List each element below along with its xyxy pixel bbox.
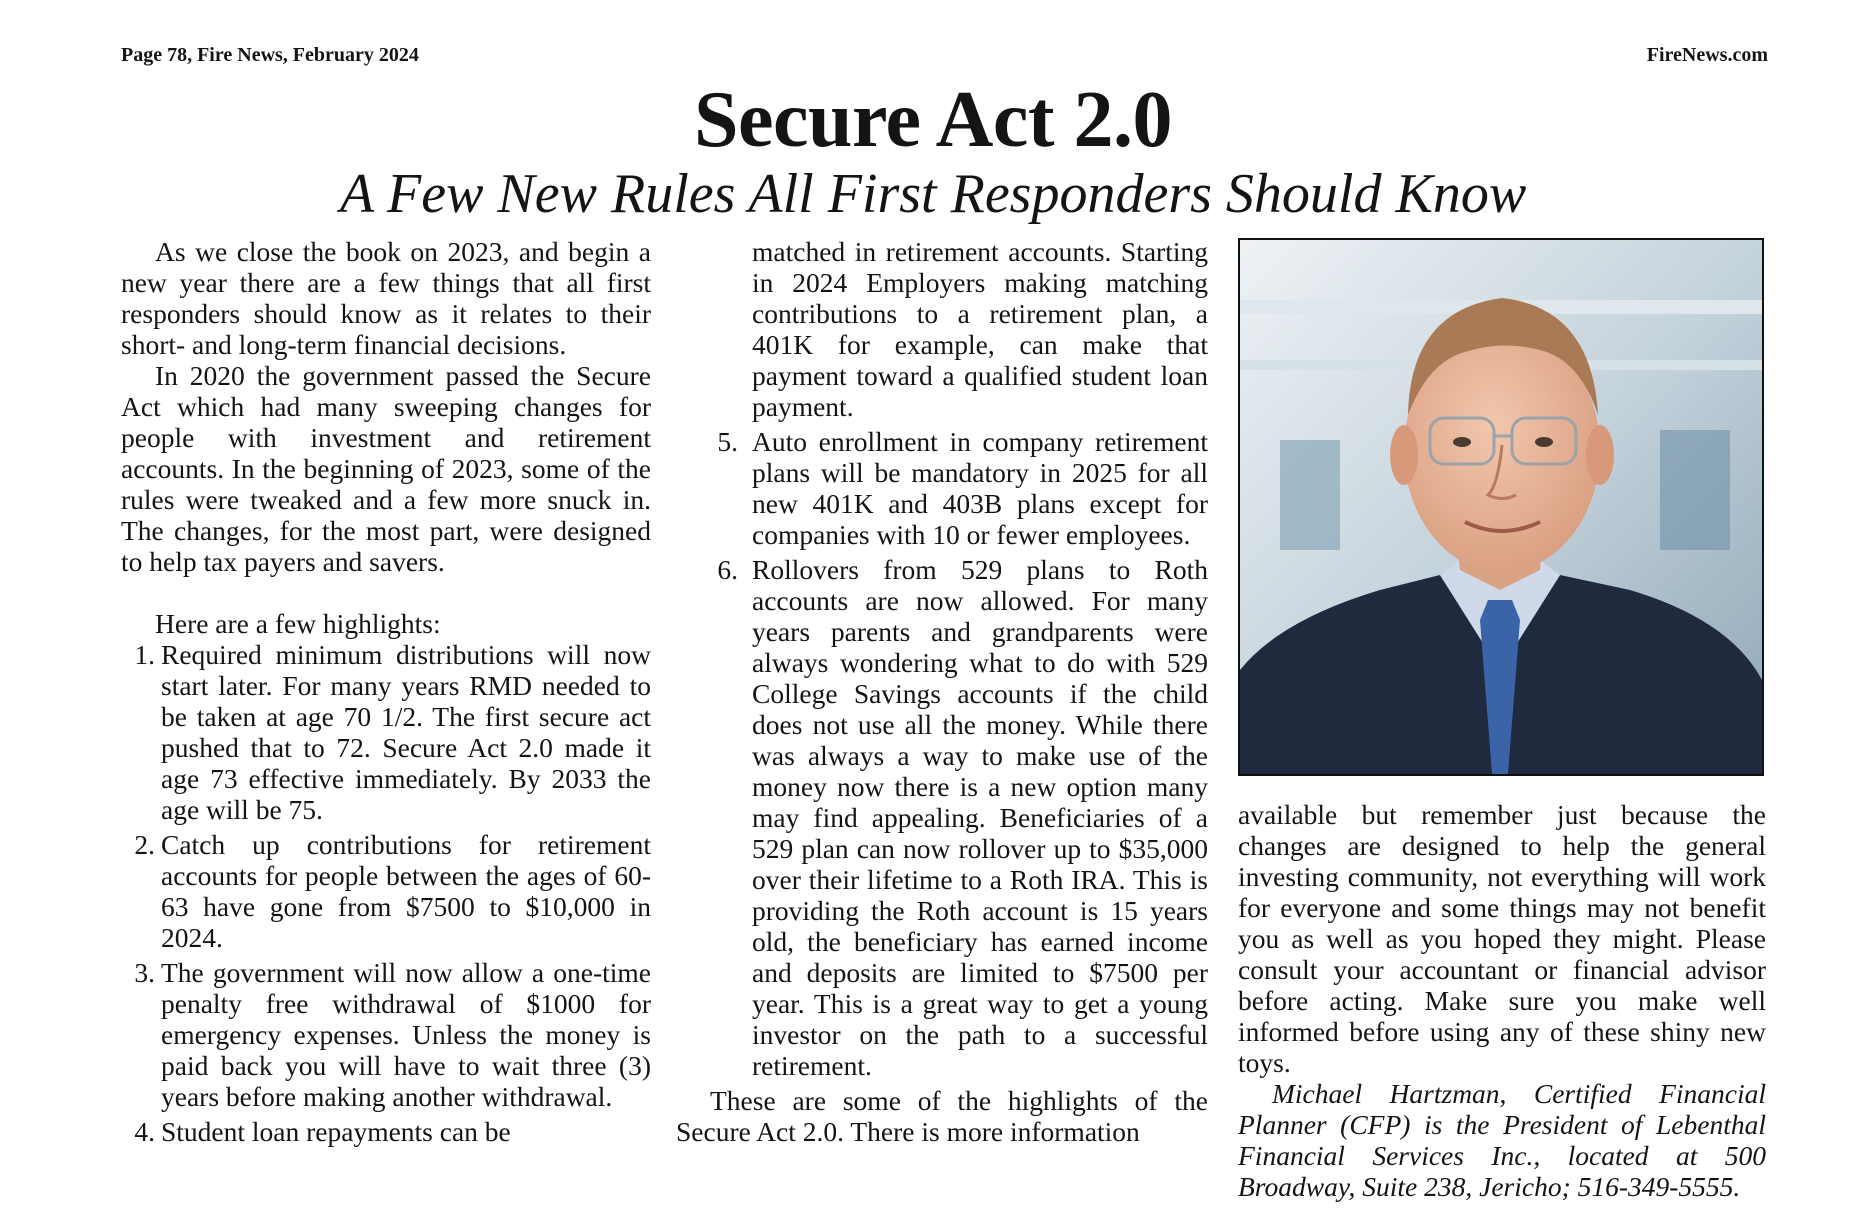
list-number: 4. [134, 1116, 155, 1147]
list-number: 5. [717, 426, 738, 457]
list-number: 2. [134, 829, 155, 860]
author-byline: Michael Hartzman, Certified Financial Planner (CFP) is the President of Lebenthal Financial Services Inc., located at 500 Broadway, Suite 238, Jericho; 516-349-5555. [1238, 1078, 1766, 1202]
intro-paragraph-2: In 2020 the government passed the Secure Act which had many sweeping changes for people with investment and retirement accounts. In the beginning of 2023, some of the rules were tweaked and a few more snuck in. The changes, for the most part, were designed to help tax payers and savers. [121, 360, 651, 577]
article-title: Secure Act 2.0 [693, 76, 1173, 164]
list-item-text: Auto enrollment in company retirement plans will be mandatory in 2025 for all new 401K and 403B plans except for companies with 10 or fewer employees. [752, 426, 1208, 550]
article-subtitle: A Few New Rules All First Responders Should Know [339, 163, 1527, 225]
list-item [676, 426, 1208, 550]
list-item [121, 1116, 651, 1147]
column-3 [1238, 799, 1766, 1202]
column-1 [121, 236, 651, 1151]
list-item-text: The government will now allow a one-time penalty free withdrawal of $1000 for emergency expenses. Unless the money is paid back you will have to wait three (3) years before making another withdrawal. [161, 957, 651, 1112]
list-item [676, 554, 1208, 1081]
paragraph-spacer [121, 577, 651, 608]
highlights-intro: Here are a few highlights: [155, 608, 441, 639]
closing-paragraph: These are some of the highlights of the Secure Act 2.0. There is more information [676, 1085, 1208, 1147]
column-2 [676, 236, 1208, 1147]
closing-continued: available but remember just because the changes are designed to help the general investing community, not everything will work for everyone and some things may not benefit you as well as you hoped they might. Please consult your accountant or financial advisor before acting. Make sure you make well informed before using any of these shiny new toys. [1238, 799, 1766, 1078]
site-url: FireNews.com [1646, 44, 1768, 66]
highlights-list-continued [676, 426, 1208, 1081]
list-number: 6. [717, 554, 738, 585]
highlight-4-continued: matched in retirement accounts. Starting in 2024 Employers making matching contributions to a retirement plan, a 401K for example, can make that payment toward a qualified student loan payment. [752, 236, 1208, 422]
list-number: 1. [134, 639, 155, 670]
highlights-list [121, 639, 651, 1147]
page-folio: Page 78, Fire News, February 2024 [121, 44, 419, 66]
list-item [121, 957, 651, 1112]
list-item-text: Required minimum distributions will now start later. For many years RMD needed to be taken at age 70 1/2. The first secure act pushed that to 72. Secure Act 2.0 made it age 73 effective immediately. By 2033 the age will be 75. [161, 639, 651, 825]
list-item-text: Student loan repayments can be [161, 1116, 511, 1147]
list-number: 3. [134, 957, 155, 988]
author-photo [1238, 238, 1764, 776]
portrait-illustration [1240, 240, 1762, 774]
list-item-text: Catch up contributions for retirement accounts for people between the ages of 60-63 have gone from $7500 to $10,000 in 2024. [161, 829, 651, 953]
list-item [121, 639, 651, 825]
intro-paragraph-1: As we close the book on 2023, and begin a new year there are a few things that all first responders should know as it relates to their short- and long-term financial decisions. [121, 236, 651, 360]
list-item-text: Rollovers from 529 plans to Roth accounts are now allowed. For many years parents and grandparents were always wondering what to do with 529 College Savings accounts if the child does not use all the money. While there was always a way to make use of the money now there is a new option many may find appealing. Beneficiaries of a 529 plan can now rollover up to $35,000 over their lifetime to a Roth IRA. This is providing the Roth account is 15 years old, the beneficiary has earned income and deposits are limited to $7500 per year. This is a great way to get a young investor on the path to a successful retirement. [752, 554, 1208, 1081]
list-item [121, 829, 651, 953]
